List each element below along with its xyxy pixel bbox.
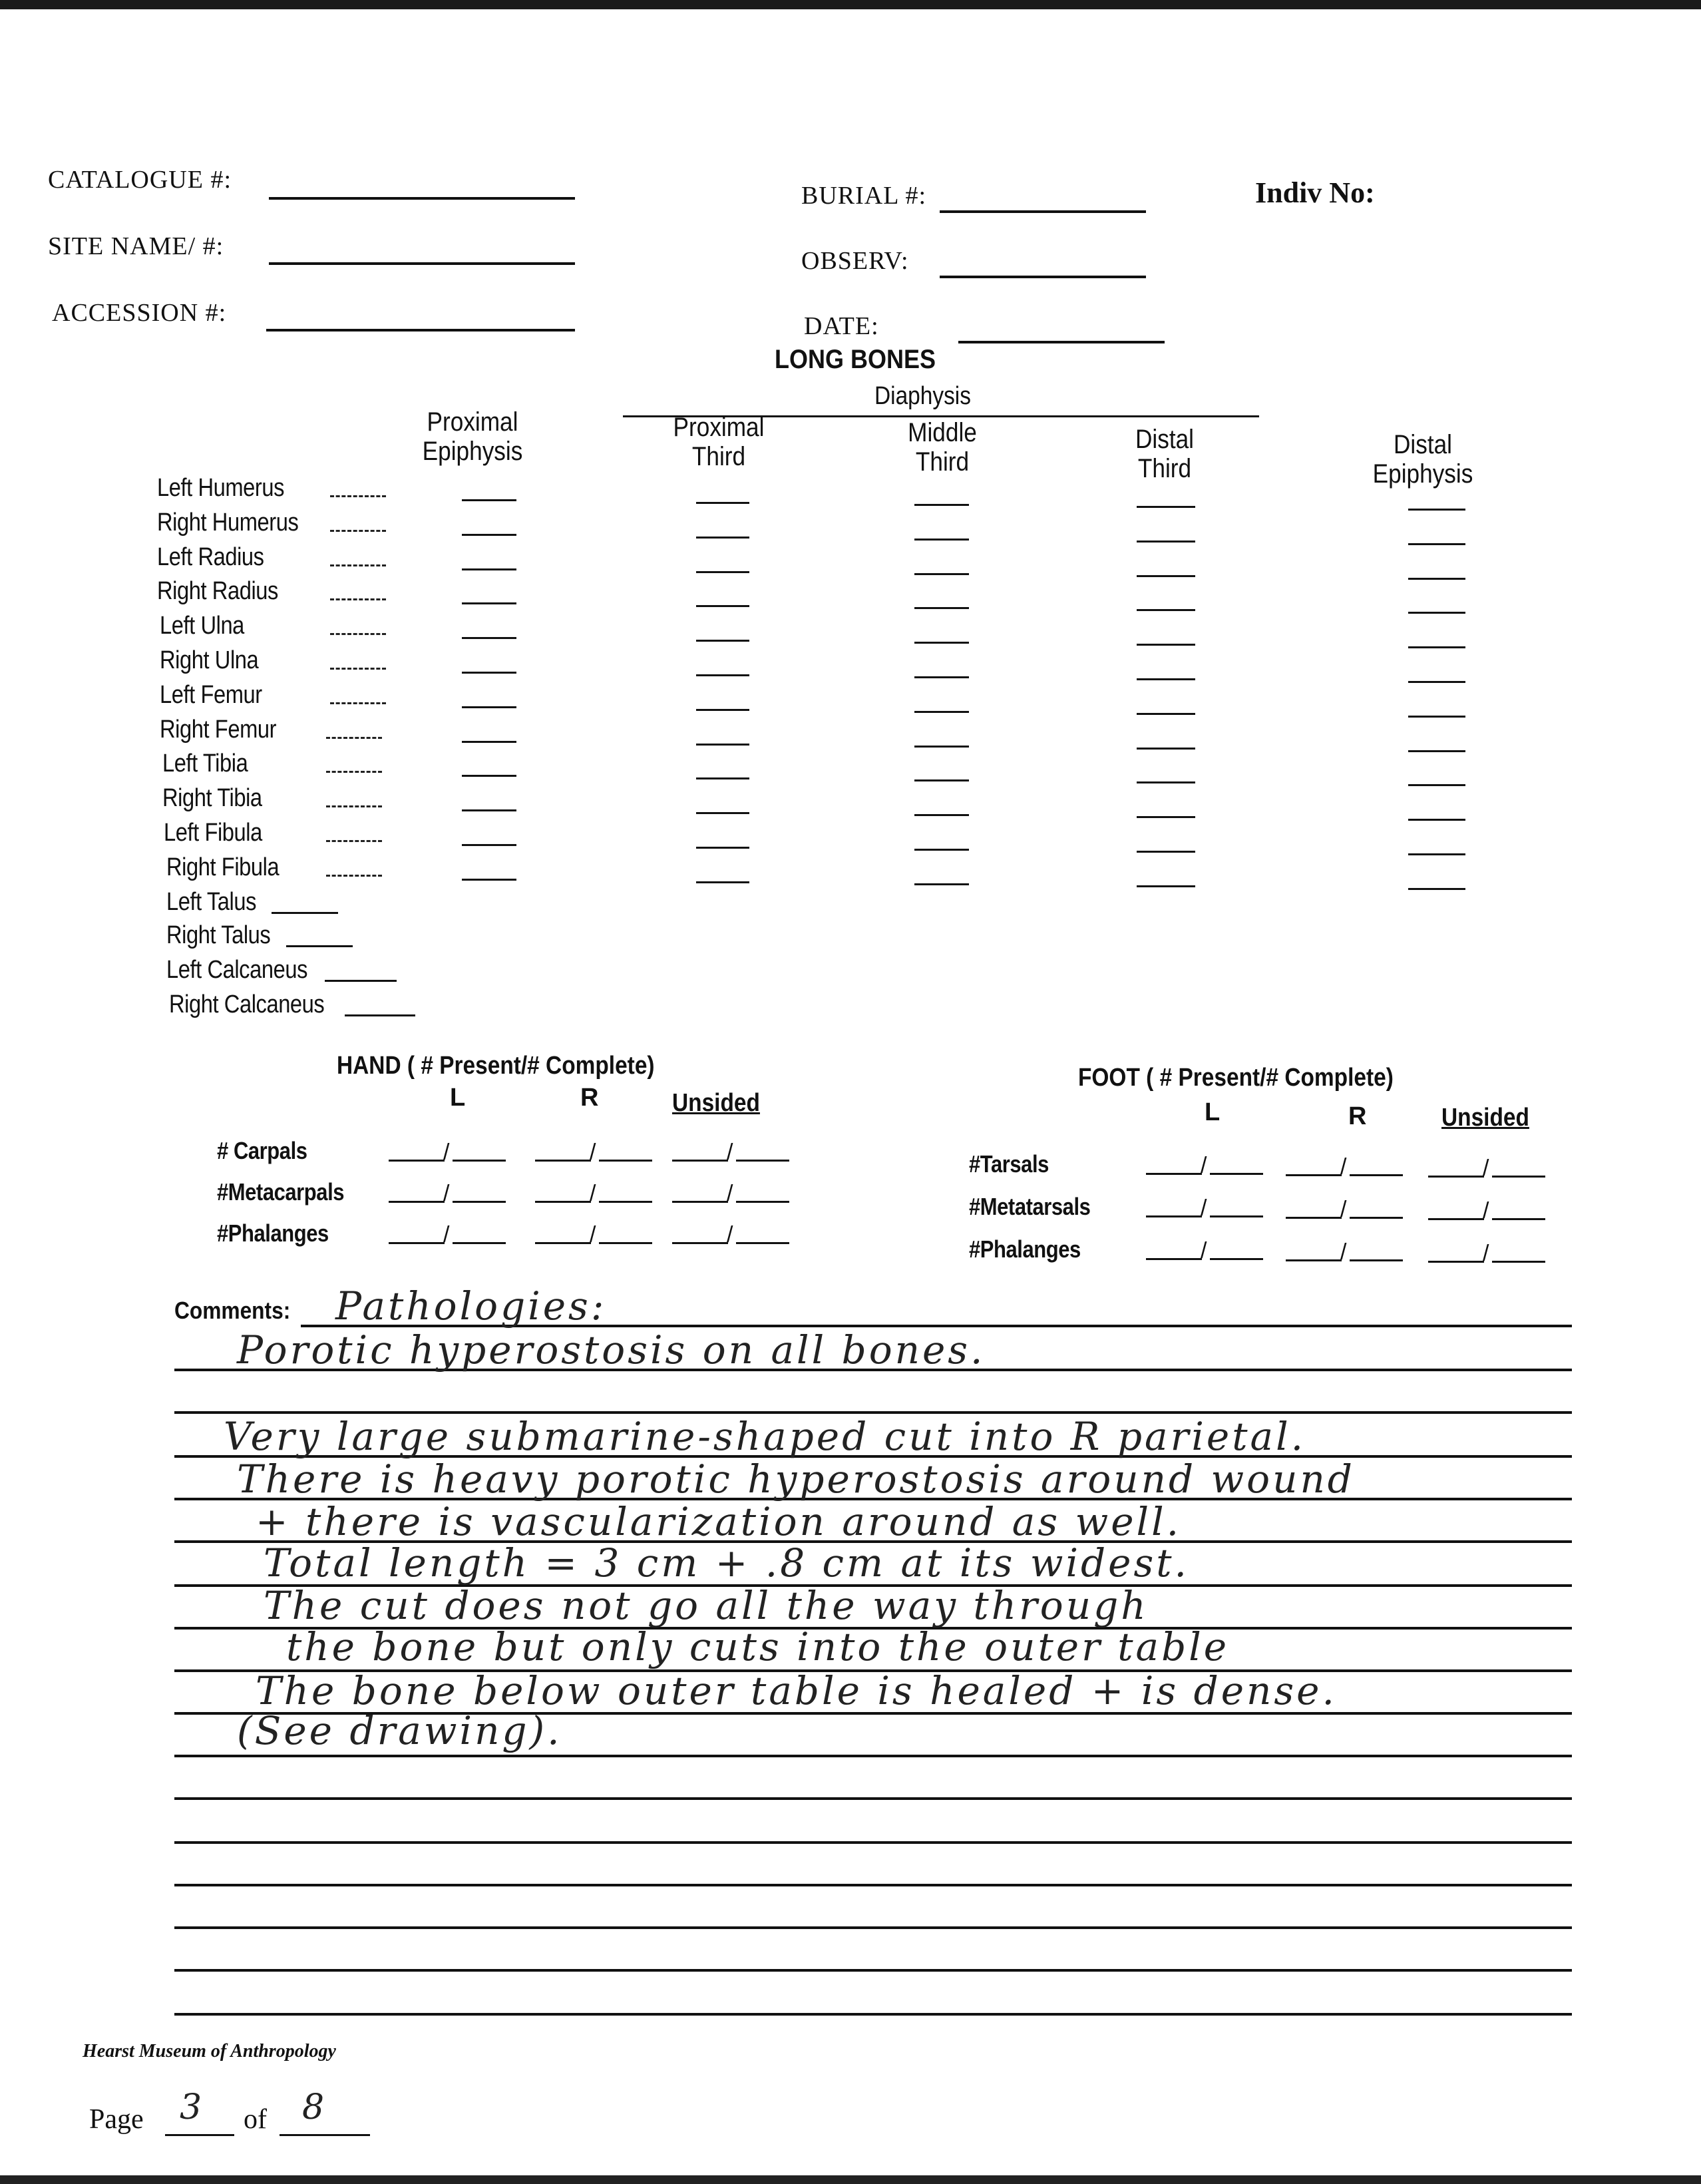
long-bone-cell[interactable]: [1137, 575, 1195, 577]
long-bone-cell[interactable]: [462, 672, 516, 674]
long-bone-cell[interactable]: [462, 809, 516, 811]
long-bone-cell[interactable]: [1137, 885, 1195, 887]
foot-row-label: #Metatarsals: [969, 1193, 1091, 1220]
right-talus-field[interactable]: [286, 945, 353, 947]
foot-slash: /: [1340, 1154, 1347, 1180]
site-name-field[interactable]: [269, 262, 575, 265]
foot-present-field[interactable]: [1286, 1259, 1342, 1261]
comment-rule: [174, 1969, 1572, 1972]
scan-edge-bottom: [0, 2175, 1701, 2184]
row-left-talus: Left Talus: [166, 888, 256, 916]
long-bone-cell[interactable]: [1137, 541, 1195, 543]
col-middle-third: Middle Third: [908, 418, 977, 477]
long-bone-cell[interactable]: [914, 504, 969, 506]
long-bone-cell[interactable]: [1137, 713, 1195, 715]
hand-slash: /: [727, 1222, 733, 1247]
long-bone-cell[interactable]: [696, 537, 749, 539]
page-number-field[interactable]: [165, 2134, 234, 2136]
long-bone-cell[interactable]: [914, 676, 969, 678]
long-bone-cell[interactable]: [696, 881, 749, 883]
long-bone-cell[interactable]: [462, 879, 516, 881]
hand-complete-field[interactable]: [599, 1201, 652, 1203]
foot-slash: /: [1201, 1238, 1207, 1263]
row-left-calcaneus: Left Calcaneus: [166, 956, 307, 984]
hand-complete-field[interactable]: [599, 1160, 652, 1162]
page-number: 3: [180, 2087, 205, 2127]
hand-complete-field[interactable]: [736, 1201, 789, 1203]
foot-complete-field[interactable]: [1210, 1258, 1263, 1260]
comment-text: Total length = 3 cm + .8 cm at its widest.: [264, 1540, 1189, 1586]
comment-text: Porotic hyperostosis on all bones.: [237, 1327, 986, 1373]
foot-slash: /: [1483, 1156, 1489, 1181]
foot-present-field[interactable]: [1146, 1173, 1202, 1175]
long-bone-cell[interactable]: [914, 607, 969, 609]
long-bone-row-label: Left Tibia: [162, 750, 248, 778]
long-bone-cell[interactable]: [1408, 612, 1465, 614]
long-bone-cell[interactable]: [1408, 578, 1465, 580]
comment-text: (See drawing).: [237, 1708, 562, 1753]
hand-slash: /: [590, 1222, 596, 1247]
col-distal-epiphysis: Distal Epiphysis: [1372, 430, 1473, 489]
long-bone-cell[interactable]: [696, 709, 749, 711]
of-label: of: [244, 2104, 267, 2135]
side-field[interactable]: [330, 495, 386, 497]
long-bone-cell[interactable]: [462, 602, 516, 604]
comment-rule: [174, 1755, 1572, 1757]
foot-slash: /: [1201, 1153, 1207, 1178]
foot-slash: /: [1201, 1196, 1207, 1221]
long-bone-cell[interactable]: [1408, 819, 1465, 821]
foot-complete-field[interactable]: [1492, 1261, 1545, 1263]
long-bone-cell[interactable]: [696, 674, 749, 676]
long-bone-cell[interactable]: [914, 883, 969, 885]
long-bone-cell[interactable]: [1408, 646, 1465, 648]
foot-present-field[interactable]: [1428, 1176, 1484, 1178]
side-field[interactable]: [330, 668, 386, 670]
long-bone-cell[interactable]: [914, 573, 969, 575]
comment-rule: [174, 1926, 1572, 1929]
diaphysis-label: Diaphysis: [874, 382, 971, 410]
row-right-calcaneus: Right Calcaneus: [169, 990, 325, 1018]
right-calcaneus-field[interactable]: [345, 1014, 415, 1016]
comment-text: the bone but only cuts into the outer table: [286, 1624, 1230, 1669]
observ-label: OBSERV:: [801, 247, 909, 275]
side-field[interactable]: [326, 737, 382, 739]
long-bone-cell[interactable]: [462, 637, 516, 639]
side-field[interactable]: [326, 840, 382, 842]
date-label: DATE:: [804, 312, 879, 340]
long-bone-cell[interactable]: [1137, 748, 1195, 750]
comment-rule: [174, 1797, 1572, 1800]
long-bone-cell[interactable]: [696, 571, 749, 573]
hand-slash: /: [727, 1181, 733, 1206]
comment-text: Pathologies:: [335, 1283, 607, 1329]
hand-complete-field[interactable]: [736, 1160, 789, 1162]
foot-col-l: L: [1205, 1098, 1221, 1126]
catalogue-label: CATALOGUE #:: [48, 166, 232, 194]
side-field[interactable]: [330, 598, 386, 600]
foot-complete-field[interactable]: [1210, 1215, 1263, 1217]
hand-present-field[interactable]: [535, 1242, 591, 1244]
hand-present-field[interactable]: [672, 1160, 728, 1162]
comment-text: There is heavy porotic hyperostosis around wound: [237, 1456, 1355, 1502]
hand-complete-field[interactable]: [453, 1242, 506, 1244]
col-proximal-third: Proximal Third: [673, 413, 765, 471]
hand-slash: /: [590, 1181, 596, 1206]
foot-row-label: #Tarsals: [969, 1150, 1049, 1178]
hand-present-field[interactable]: [389, 1201, 445, 1203]
long-bone-cell[interactable]: [1137, 644, 1195, 646]
long-bone-row-label: Left Humerus: [157, 474, 285, 502]
scan-edge-top: [0, 0, 1701, 9]
accession-field[interactable]: [266, 329, 575, 331]
hand-complete-field[interactable]: [736, 1242, 789, 1244]
hand-slash: /: [443, 1181, 450, 1206]
long-bone-row-label: Right Radius: [157, 577, 278, 606]
date-field[interactable]: [958, 341, 1165, 343]
comment-text: The cut does not go all the way through: [264, 1583, 1149, 1628]
comment-text: The bone below outer table is healed + is dense.: [256, 1668, 1337, 1713]
long-bone-cell[interactable]: [696, 605, 749, 607]
comment-rule: [174, 1841, 1572, 1844]
long-bone-cell[interactable]: [696, 847, 749, 849]
side-field[interactable]: [330, 633, 386, 635]
long-bone-cell[interactable]: [914, 814, 969, 816]
burial-field[interactable]: [940, 210, 1146, 213]
foot-complete-field[interactable]: [1210, 1173, 1263, 1175]
site-name-label: SITE NAME/ #:: [48, 232, 224, 260]
long-bone-cell[interactable]: [462, 499, 516, 501]
museum-name: Hearst Museum of Anthropology: [83, 2041, 336, 2062]
long-bone-cell[interactable]: [914, 849, 969, 851]
observ-field[interactable]: [940, 276, 1146, 278]
long-bone-cell[interactable]: [462, 534, 516, 536]
long-bone-cell[interactable]: [1137, 506, 1195, 508]
long-bone-row-label: Right Ulna: [160, 646, 259, 674]
hand-row-label: # Carpals: [217, 1137, 307, 1164]
hand-row-label: #Metacarpals: [217, 1178, 345, 1205]
long-bone-cell[interactable]: [1137, 678, 1195, 680]
hand-row-label: #Phalanges: [217, 1219, 329, 1247]
foot-complete-field[interactable]: [1492, 1218, 1545, 1220]
hand-col-r: R: [580, 1084, 599, 1112]
long-bones-title: LONG BONES: [775, 345, 936, 374]
hand-present-field[interactable]: [389, 1160, 445, 1162]
hand-present-field[interactable]: [672, 1201, 728, 1203]
comment-text: Very large submarine-shaped cut into R parietal.: [224, 1414, 1306, 1459]
foot-present-field[interactable]: [1146, 1258, 1202, 1260]
hand-col-l: L: [450, 1084, 466, 1112]
side-field[interactable]: [326, 771, 382, 773]
long-bone-cell[interactable]: [1408, 681, 1465, 683]
long-bone-cell[interactable]: [914, 746, 969, 748]
foot-slash: /: [1340, 1197, 1347, 1222]
long-bone-cell[interactable]: [1137, 609, 1195, 611]
hand-complete-field[interactable]: [599, 1242, 652, 1244]
long-bone-cell[interactable]: [1137, 781, 1195, 783]
long-bone-cell[interactable]: [1408, 750, 1465, 752]
long-bone-cell[interactable]: [462, 568, 516, 570]
foot-slash: /: [1340, 1239, 1347, 1265]
foot-slash: /: [1483, 1241, 1489, 1266]
long-bone-cell[interactable]: [462, 706, 516, 708]
page-total-field[interactable]: [280, 2134, 370, 2136]
long-bone-cell[interactable]: [696, 502, 749, 504]
long-bone-row-label: Right Tibia: [162, 784, 262, 813]
hand-slash: /: [727, 1140, 733, 1165]
hand-col-unsided: Unsided: [672, 1089, 760, 1117]
side-field[interactable]: [326, 875, 382, 877]
long-bone-row-label: Left Femur: [160, 680, 262, 709]
hand-complete-field[interactable]: [453, 1160, 506, 1162]
hand-present-field[interactable]: [672, 1242, 728, 1244]
long-bone-cell[interactable]: [1137, 851, 1195, 853]
comment-text: + there is vascularization around as well.: [256, 1499, 1182, 1544]
catalogue-field[interactable]: [269, 197, 575, 200]
hand-complete-field[interactable]: [453, 1201, 506, 1203]
page-label: Page: [89, 2104, 144, 2135]
long-bone-row-label: Right Femur: [160, 715, 277, 744]
hand-slash: /: [443, 1222, 450, 1247]
accession-label: ACCESSION #:: [52, 299, 227, 327]
long-bone-cell[interactable]: [1408, 784, 1465, 786]
long-bone-row-label: Left Fibula: [164, 819, 262, 847]
foot-complete-field[interactable]: [1350, 1259, 1403, 1261]
long-bone-row-label: Left Radius: [157, 543, 264, 571]
indiv-no-label: Indiv No:: [1255, 176, 1375, 209]
page-total: 8: [302, 2087, 327, 2127]
long-bone-cell[interactable]: [914, 539, 969, 541]
side-field[interactable]: [330, 564, 386, 566]
comment-rule: [174, 2013, 1572, 2016]
long-bone-cell[interactable]: [696, 777, 749, 779]
side-field[interactable]: [330, 530, 386, 532]
long-bone-row-label: Left Ulna: [160, 612, 244, 640]
foot-title: FOOT ( # Present/# Complete): [1078, 1064, 1394, 1092]
long-bone-cell[interactable]: [696, 744, 749, 746]
long-bone-cell[interactable]: [462, 844, 516, 846]
burial-label: BURIAL #:: [801, 182, 927, 210]
side-field[interactable]: [330, 702, 386, 704]
left-calcaneus-field[interactable]: [325, 980, 397, 982]
long-bone-cell[interactable]: [1408, 888, 1465, 890]
long-bone-cell[interactable]: [914, 711, 969, 713]
long-bone-cell[interactable]: [696, 812, 749, 814]
long-bone-row-label: Right Fibula: [166, 853, 280, 881]
foot-slash: /: [1483, 1198, 1489, 1223]
foot-complete-field[interactable]: [1350, 1174, 1403, 1176]
foot-complete-field[interactable]: [1350, 1217, 1403, 1219]
left-talus-field[interactable]: [272, 912, 338, 914]
hand-slash: /: [443, 1140, 450, 1165]
foot-col-unsided: Unsided: [1441, 1104, 1529, 1132]
long-bone-cell[interactable]: [1408, 543, 1465, 545]
col-distal-third: Distal Third: [1135, 425, 1195, 483]
foot-present-field[interactable]: [1286, 1217, 1342, 1219]
row-right-talus: Right Talus: [166, 921, 271, 949]
comment-rule: [174, 1884, 1572, 1886]
long-bone-cell[interactable]: [1408, 853, 1465, 855]
foot-present-field[interactable]: [1428, 1261, 1484, 1263]
hand-present-field[interactable]: [389, 1242, 445, 1244]
long-bone-cell[interactable]: [1137, 816, 1195, 818]
comments-label: Comments:: [174, 1297, 291, 1324]
foot-col-r: R: [1348, 1102, 1367, 1130]
side-field[interactable]: [326, 805, 382, 807]
long-bone-row-label: Right Humerus: [157, 508, 299, 537]
long-bone-cell[interactable]: [914, 642, 969, 644]
long-bone-cell[interactable]: [1408, 716, 1465, 718]
hand-present-field[interactable]: [535, 1201, 591, 1203]
hand-title: HAND ( # Present/# Complete): [337, 1052, 655, 1080]
foot-present-field[interactable]: [1146, 1215, 1202, 1217]
long-bone-cell[interactable]: [462, 741, 516, 743]
foot-present-field[interactable]: [1286, 1174, 1342, 1176]
long-bone-cell[interactable]: [462, 775, 516, 777]
col-proximal-epiphysis: Proximal Epiphysis: [422, 407, 523, 466]
long-bone-cell[interactable]: [914, 779, 969, 781]
hand-present-field[interactable]: [535, 1160, 591, 1162]
foot-present-field[interactable]: [1428, 1218, 1484, 1220]
long-bone-cell[interactable]: [696, 640, 749, 642]
long-bone-cell[interactable]: [1408, 509, 1465, 511]
hand-slash: /: [590, 1140, 596, 1165]
foot-complete-field[interactable]: [1492, 1176, 1545, 1178]
foot-row-label: #Phalanges: [969, 1235, 1081, 1263]
